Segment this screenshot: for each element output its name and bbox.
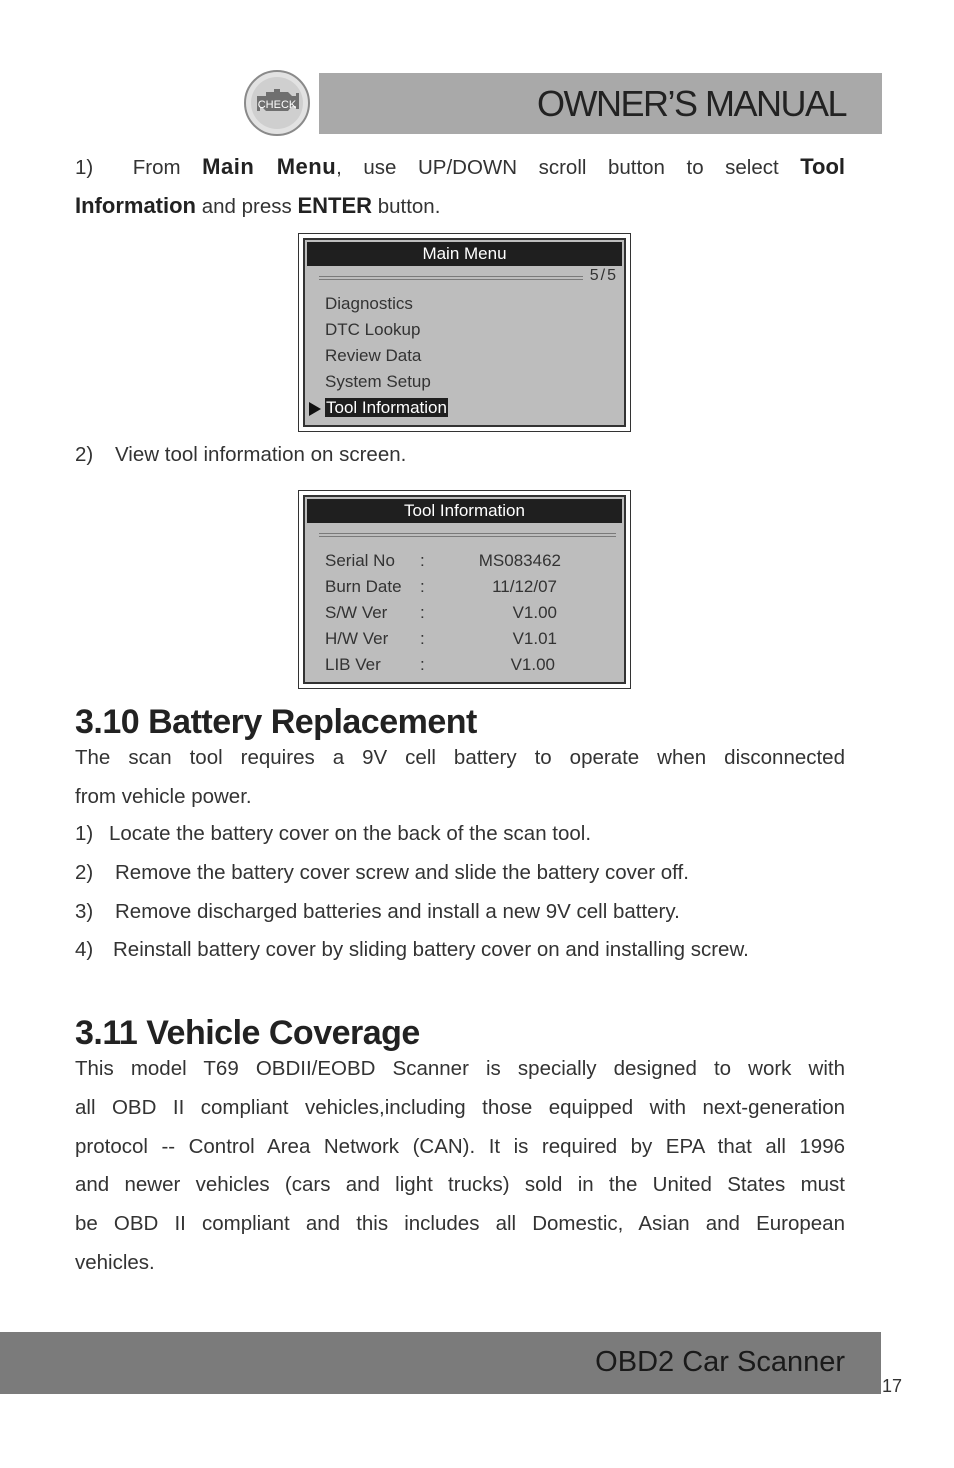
menu-item-review-data[interactable]: Review Data: [325, 346, 422, 365]
footer-bar: [0, 1332, 881, 1394]
header-bar: [319, 73, 882, 134]
menu-item-tool-information[interactable]: Tool Information: [326, 398, 447, 417]
manual-title: OWNER’S MANUAL: [536, 83, 846, 124]
step-1-line-1: [75, 147, 845, 187]
footer-product-title: OBD2 Car Scanner: [595, 1346, 845, 1378]
battery-intro-line-2: from vehicle power.: [75, 785, 252, 808]
coverage-line-3: protocol -- Control Area Network (CAN). It is required by EPA that all 1996: [75, 1135, 845, 1158]
step-1-line-2: [75, 186, 440, 226]
step-1-mid-text: , use UP/DOWN scroll button to select: [336, 156, 779, 179]
step-2-text: View tool information on screen.: [115, 443, 407, 466]
information-term: Information: [75, 193, 196, 218]
main-menu-divider: [319, 276, 583, 277]
step-1-number: 1): [75, 156, 94, 179]
tool-information-display: Tool Information Serial No : MS083462 Burn Date : 11/12/07 S/W Ver : V1.00 H/W Ver : V1.01 LIB Ver : V1.00: [303, 495, 626, 684]
menu-item-dtc-lookup[interactable]: DTC Lookup: [325, 320, 421, 339]
coverage-section-heading: 3.11 Vehicle Coverage: [75, 1014, 420, 1052]
coverage-line-6: vehicles.: [75, 1251, 155, 1274]
step-1-from: From: [132, 156, 181, 179]
and-press-text: and press: [201, 195, 292, 218]
battery-intro-line-1: The scan tool requires a 9V cell battery to operate when disconnected: [75, 746, 845, 769]
coverage-line-4: and newer vehicles (cars and light trucks) sold in the United States must: [75, 1173, 845, 1196]
check-engine-logo: [244, 70, 310, 136]
tool-term: Tool: [800, 154, 846, 179]
battery-step-1: 1) Locate the battery cover on the back of the scan tool.: [75, 822, 592, 845]
main-menu-screen: [298, 233, 631, 432]
coverage-line-5: be OBD II compliant and this includes all Domestic, Asian and European: [75, 1212, 845, 1235]
coverage-line-2: all OBD II compliant vehicles,including those equipped with next-generation: [75, 1096, 845, 1119]
battery-section-heading: 3.10 Battery Replacement: [75, 703, 477, 741]
menu-item-system-setup[interactable]: System Setup: [325, 372, 431, 391]
selection-pointer-icon: [309, 402, 321, 416]
page-number: 17: [882, 1376, 903, 1396]
battery-step-3: 3) Remove discharged batteries and install a new 9V cell battery.: [75, 900, 680, 923]
main-menu-screen-title: Main Menu: [307, 242, 622, 266]
step-2-number: 2): [75, 443, 94, 466]
main-menu-page-counter: 5/5: [589, 267, 618, 284]
battery-step-4: 4) Reinstall battery cover by sliding battery cover on and installing screw.: [75, 938, 749, 961]
tool-information-screen: [298, 490, 631, 689]
check-logo-text: CHECK: [257, 99, 297, 111]
step-2: [75, 443, 406, 467]
main-menu-display: [303, 238, 626, 427]
coverage-line-1: This model T69 OBDII/EOBD Scanner is specially designed to work with: [75, 1057, 845, 1080]
tool-information-divider: [319, 533, 616, 534]
menu-item-diagnostics[interactable]: Diagnostics: [325, 294, 413, 313]
enter-term: ENTER: [297, 193, 372, 218]
main-menu-term: Main Menu: [202, 154, 337, 179]
battery-step-2: 2) Remove the battery cover screw and slide the battery cover off.: [75, 861, 689, 884]
button-text: button.: [377, 195, 441, 218]
tool-information-screen-title: Tool Information: [307, 499, 622, 523]
